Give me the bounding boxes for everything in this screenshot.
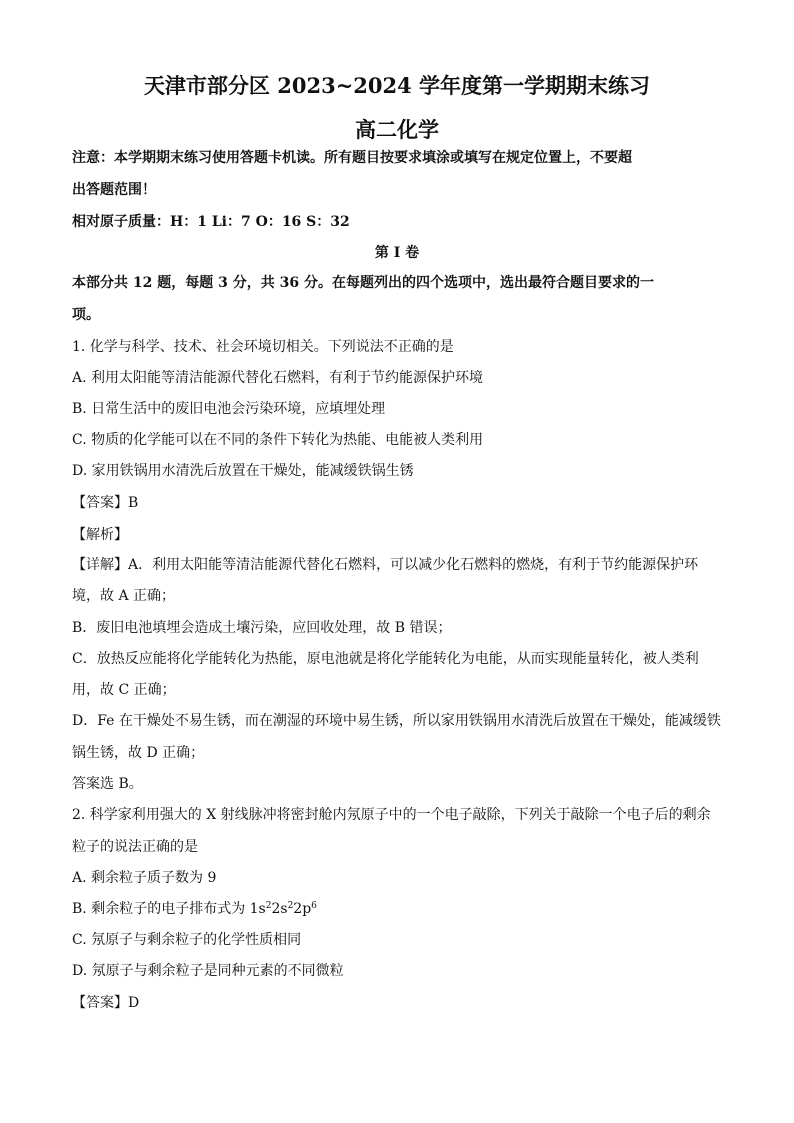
q2-answer: 【答案】D bbox=[72, 995, 140, 1011]
instructions-line-2: 项。 bbox=[72, 307, 100, 323]
q1-detail-line: 【详解】A．利用太阳能等清洁能源代替化石燃料，可以减少化石燃料的燃烧，有利于节约能源保护环 bbox=[72, 557, 699, 573]
superscript: 6 bbox=[311, 901, 317, 911]
q2-option-d: D. 氖原子与剩余粒子是同种元素的不同微粒 bbox=[72, 963, 344, 979]
notice-line-2: 出答题范围！ bbox=[72, 182, 156, 198]
q1-option-b: B. 日常生活中的废旧电池会污染环境，应填埋处理 bbox=[72, 401, 386, 417]
q1-answer: 【答案】B bbox=[72, 495, 139, 511]
page-title: 天津市部分区 2023~2024 学年度第一学期期末练习 bbox=[143, 73, 651, 98]
q1-option-a: A. 利用太阳能等清洁能源代替化石燃料，有利于节约能源保护环境 bbox=[72, 370, 484, 386]
superscript: 2 bbox=[287, 901, 294, 911]
q2-option-b-orbital: 2s bbox=[271, 901, 288, 917]
q2-option-c: C. 氖原子与剩余粒子的化学性质相同 bbox=[72, 932, 302, 948]
atomic-mass-line: 相对原子质量：H：1 Li：7 O：16 S：32 bbox=[72, 214, 350, 230]
q2-option-b-prefix: B. 剩余粒子的电子排布式为 1s bbox=[72, 901, 266, 917]
q1-detail-line: 锅生锈，故 D 正确； bbox=[72, 745, 205, 761]
q1-option-c: C. 物质的化学能可以在不同的条件下转化为热能、电能被人类利用 bbox=[72, 432, 484, 448]
q1-detail-line: 境，故 A 正确； bbox=[72, 588, 176, 604]
instructions-line-1: 本部分共 12 题，每题 3 分，共 36 分。在每题列出的四个选项中，选出最符合题目要求的一 bbox=[72, 275, 654, 291]
q1-option-d: D. 家用铁锅用水清洗后放置在干燥处，能减缓铁锅生锈 bbox=[72, 463, 414, 479]
q2-option-b bbox=[72, 899, 317, 919]
q1-detail-line: D．Fe 在干燥处不易生锈，而在潮湿的环境中易生锈，所以家用铁锅用水清洗后放置在干燥处，能减缓铁 bbox=[72, 713, 721, 729]
q1-conclusion: 答案选 B。 bbox=[72, 776, 143, 792]
q1-stem: 1. 化学与科学、技术、社会环境切相关。下列说法不正确的是 bbox=[72, 339, 454, 355]
q1-detail-line: C．放热反应能将化学能转化为热能，原电池就是将化学能转化为电能，从而实现能量转化，被人类利 bbox=[72, 651, 699, 667]
section-heading: 第 I 卷 bbox=[374, 245, 420, 261]
q2-option-b-orbital: 2p bbox=[293, 901, 312, 917]
q2-stem-line-2: 粒子的说法正确的是 bbox=[72, 839, 198, 855]
q2-option-a: A. 剩余粒子质子数为 9 bbox=[72, 870, 217, 886]
notice-line-1: 注意：本学期期末练习使用答题卡机读。所有题目按要求填涂或填写在规定位置上，不要超 bbox=[72, 150, 632, 166]
q1-analysis-label: 【解析】 bbox=[72, 527, 128, 543]
page-subtitle: 高二化学 bbox=[355, 117, 439, 142]
superscript: 2 bbox=[265, 901, 272, 911]
q2-stem-line-1: 2. 科学家利用强大的 X 射线脉冲将密封舱内氖原子中的一个电子敲除，下列关于敲除一个电子后的剩余 bbox=[72, 807, 711, 823]
q1-detail-line: B．废旧电池填埋会造成土壤污染，应回收处理，故 B 错误； bbox=[72, 620, 452, 636]
q1-detail-line: 用，故 C 正确； bbox=[72, 682, 176, 698]
